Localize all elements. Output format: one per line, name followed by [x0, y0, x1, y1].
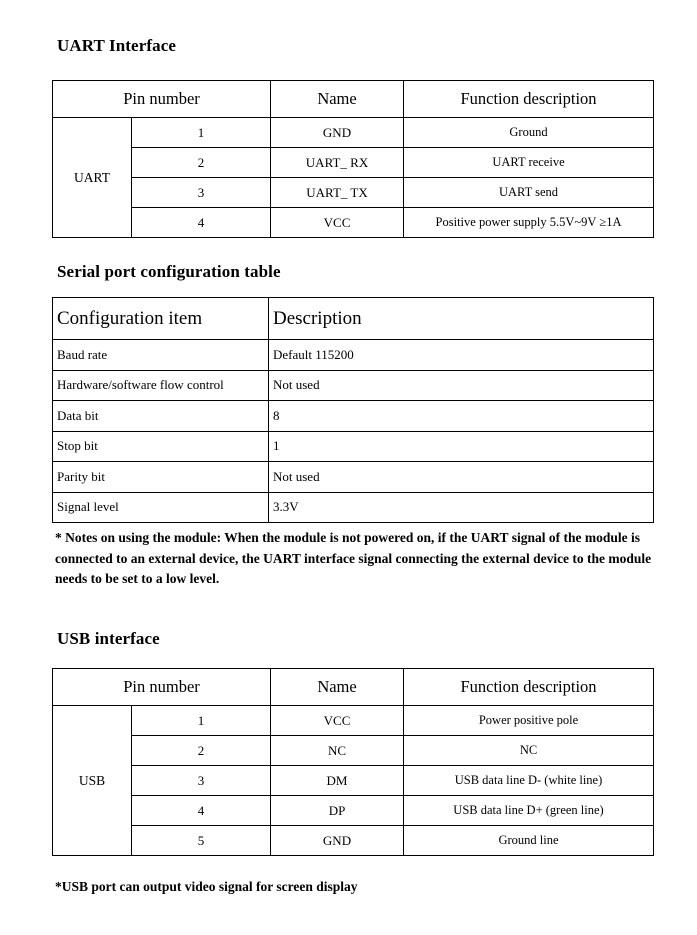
column-header-pin-number: Pin number [53, 81, 271, 118]
cell-pin-number: 3 [132, 178, 271, 208]
table-row [53, 208, 654, 238]
cell-pin-name: GND [271, 118, 404, 148]
cell-pin-name: VCC [271, 706, 404, 736]
table-header-row [53, 298, 654, 340]
table-row [53, 766, 654, 796]
cell-pin-number: 4 [132, 208, 271, 238]
cell-pin-name: DM [271, 766, 404, 796]
table-row [53, 178, 654, 208]
cell-pin-function: Positive power supply 5.5V~9V ≥1A [404, 208, 654, 238]
column-header-configuration-item: Configuration item [53, 298, 269, 340]
cell-pin-number: 1 [132, 706, 271, 736]
table-row [53, 118, 654, 148]
cell-config-item: Parity bit [53, 462, 269, 493]
table-row [53, 796, 654, 826]
table-header-row [53, 669, 654, 706]
column-header-name: Name [271, 669, 404, 706]
cell-pin-number: 3 [132, 766, 271, 796]
table-row [53, 492, 654, 523]
cell-config-item: Baud rate [53, 340, 269, 371]
cell-config-description: 1 [269, 431, 654, 462]
cell-pin-function: Ground line [404, 826, 654, 856]
table-header-row [53, 81, 654, 118]
cell-pin-name: NC [271, 736, 404, 766]
section-heading-serial-port-configuration: Serial port configuration table [57, 262, 281, 281]
cell-config-item: Signal level [53, 492, 269, 523]
cell-pin-number: 2 [132, 736, 271, 766]
column-header-function-description: Function description [404, 81, 654, 118]
cell-config-description: 8 [269, 401, 654, 432]
cell-config-description: Not used [269, 462, 654, 493]
table-row [53, 462, 654, 493]
cell-pin-function: USB data line D- (white line) [404, 766, 654, 796]
uart-interface-table [52, 80, 654, 238]
section-heading-usb: USB interface [57, 629, 160, 648]
table-row [53, 431, 654, 462]
cell-pin-name: VCC [271, 208, 404, 238]
table-row [53, 826, 654, 856]
cell-pin-name: DP [271, 796, 404, 826]
usb-interface-table [52, 668, 654, 856]
cell-pin-name: GND [271, 826, 404, 856]
cell-pin-function: Ground [404, 118, 654, 148]
cell-pin-number: 2 [132, 148, 271, 178]
cell-pin-function: Power positive pole [404, 706, 654, 736]
cell-pin-name: UART_ TX [271, 178, 404, 208]
table-row [53, 736, 654, 766]
cell-config-description: Default 115200 [269, 340, 654, 371]
bus-label-usb: USB [53, 706, 132, 856]
cell-pin-number: 4 [132, 796, 271, 826]
note-uart-signal: * Notes on using the module: When the module is not powered on, if the UART signal of the module is connected to an external device, the UART interface signal connecting the external device to the module needs to be set to a low level. [55, 530, 652, 586]
table-row [53, 401, 654, 432]
cell-config-item: Stop bit [53, 431, 269, 462]
table-row [53, 370, 654, 401]
cell-pin-function: UART send [404, 178, 654, 208]
cell-pin-function: UART receive [404, 148, 654, 178]
cell-pin-function: USB data line D+ (green line) [404, 796, 654, 826]
section-heading-uart: UART Interface [57, 36, 176, 55]
cell-pin-number: 5 [132, 826, 271, 856]
cell-config-item: Data bit [53, 401, 269, 432]
cell-config-description: 3.3V [269, 492, 654, 523]
note-usb-video-output: *USB port can output video signal for screen display [55, 879, 358, 894]
table-row [53, 706, 654, 736]
table-row [53, 148, 654, 178]
column-header-function-description: Function description [404, 669, 654, 706]
table-row [53, 340, 654, 371]
column-header-pin-number: Pin number [53, 669, 271, 706]
cell-pin-number: 1 [132, 118, 271, 148]
column-header-description: Description [269, 298, 654, 340]
cell-config-description: Not used [269, 370, 654, 401]
bus-label-uart: UART [53, 118, 132, 238]
serial-port-configuration-table [52, 297, 654, 523]
cell-pin-name: UART_ RX [271, 148, 404, 178]
cell-pin-function: NC [404, 736, 654, 766]
column-header-name: Name [271, 81, 404, 118]
cell-config-item: Hardware/software flow control [53, 370, 269, 401]
